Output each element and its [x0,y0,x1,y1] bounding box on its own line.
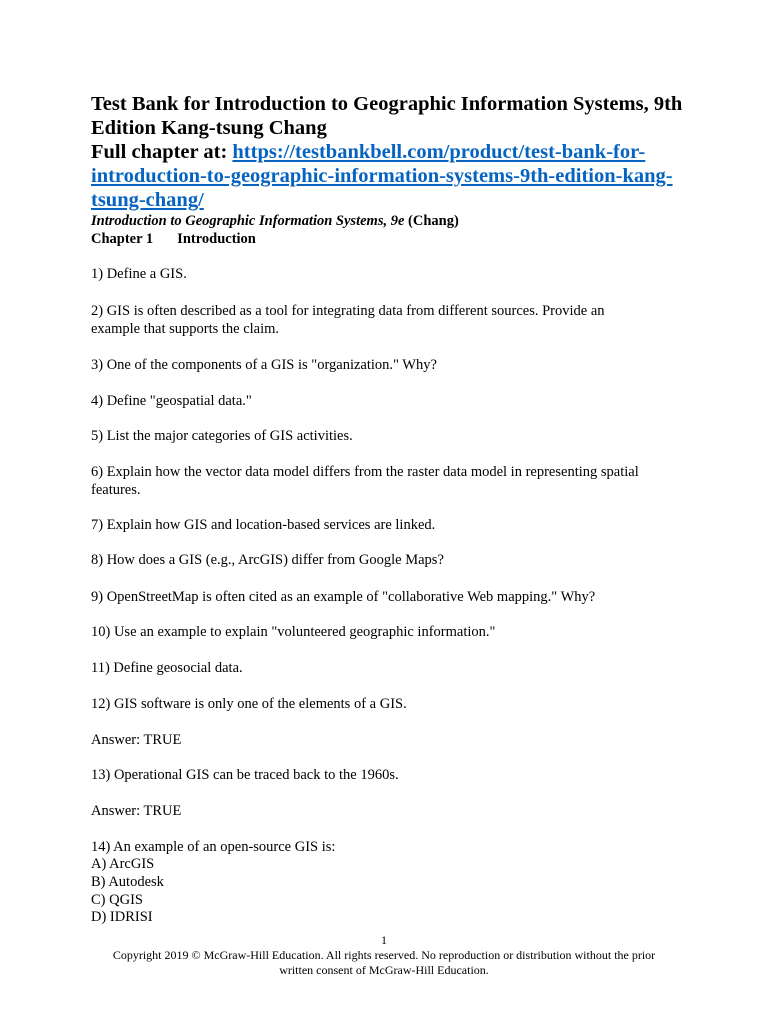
question-5: 5) List the major categories of GIS activities. [91,428,353,444]
option-d: D) IDRISI [91,909,153,925]
question-10: 10) Use an example to explain "volunteered geographic information." [91,624,496,640]
question-2-line-2: example that supports the claim. [91,321,280,337]
option-b: B) Autodesk [91,874,164,890]
product-link-part-2[interactable]: introduction-to-geographic-information-systems-9th-edition-kang- [91,165,673,187]
answer-13: Answer: TRUE [91,803,182,819]
book-author: (Chang) [408,213,459,229]
question-6-line-2: features. [91,482,141,498]
link-line-2 [91,164,731,188]
book-title: Introduction to Geographic Information Systems, 9e [91,213,405,229]
document-header [91,92,731,212]
question-9: 9) OpenStreetMap is often cited as an example of "collaborative Web mapping." Why? [91,589,596,605]
link-line-3 [91,188,731,212]
page-number: 1 [381,933,387,947]
product-link-part-3[interactable]: tsung-chang/ [91,189,204,211]
question-3: 3) One of the components of a GIS is "organization." Why? [91,357,437,373]
copyright-line-2: written consent of McGraw-Hill Education. [279,963,489,977]
question-2-line-1: 2) GIS is often described as a tool for integrating data from different sources. Provide an [91,303,605,319]
answer-12: Answer: TRUE [91,732,182,748]
title-line-2: Edition Kang-tsung Chang [91,117,327,139]
full-chapter-label: Full chapter at: [91,141,228,163]
question-8: 8) How does a GIS (e.g., ArcGIS) differ from Google Maps? [91,552,444,568]
question-1: 1) Define a GIS. [91,266,187,282]
question-6-line-1: 6) Explain how the vector data model differs from the raster data model in representing spatial [91,464,639,480]
option-a: A) ArcGIS [91,856,155,872]
chapter-number: Chapter 1 [91,231,154,247]
question-4: 4) Define "geospatial data." [91,393,252,409]
question-13: 13) Operational GIS can be traced back to the 1960s. [91,767,399,783]
question-11: 11) Define geosocial data. [91,660,243,676]
chapter-heading [91,230,256,248]
title-line-1: Test Bank for Introduction to Geographic Information Systems, 9th [91,93,683,115]
question-14: 14) An example of an open-source GIS is: [91,839,336,855]
option-c: C) QGIS [91,892,143,908]
chapter-title: Introduction [177,231,256,247]
full-chapter-line [91,140,731,164]
copyright-line-1: Copyright 2019 © McGraw-Hill Education. All rights reserved. No reproduction or distribution without the prior [112,948,656,962]
question-12: 12) GIS software is only one of the elements of a GIS. [91,696,407,712]
product-link-part-1[interactable]: https://testbankbell.com/product/test-bank-for- [232,141,646,163]
question-7: 7) Explain how GIS and location-based services are linked. [91,517,436,533]
book-citation [91,212,459,230]
